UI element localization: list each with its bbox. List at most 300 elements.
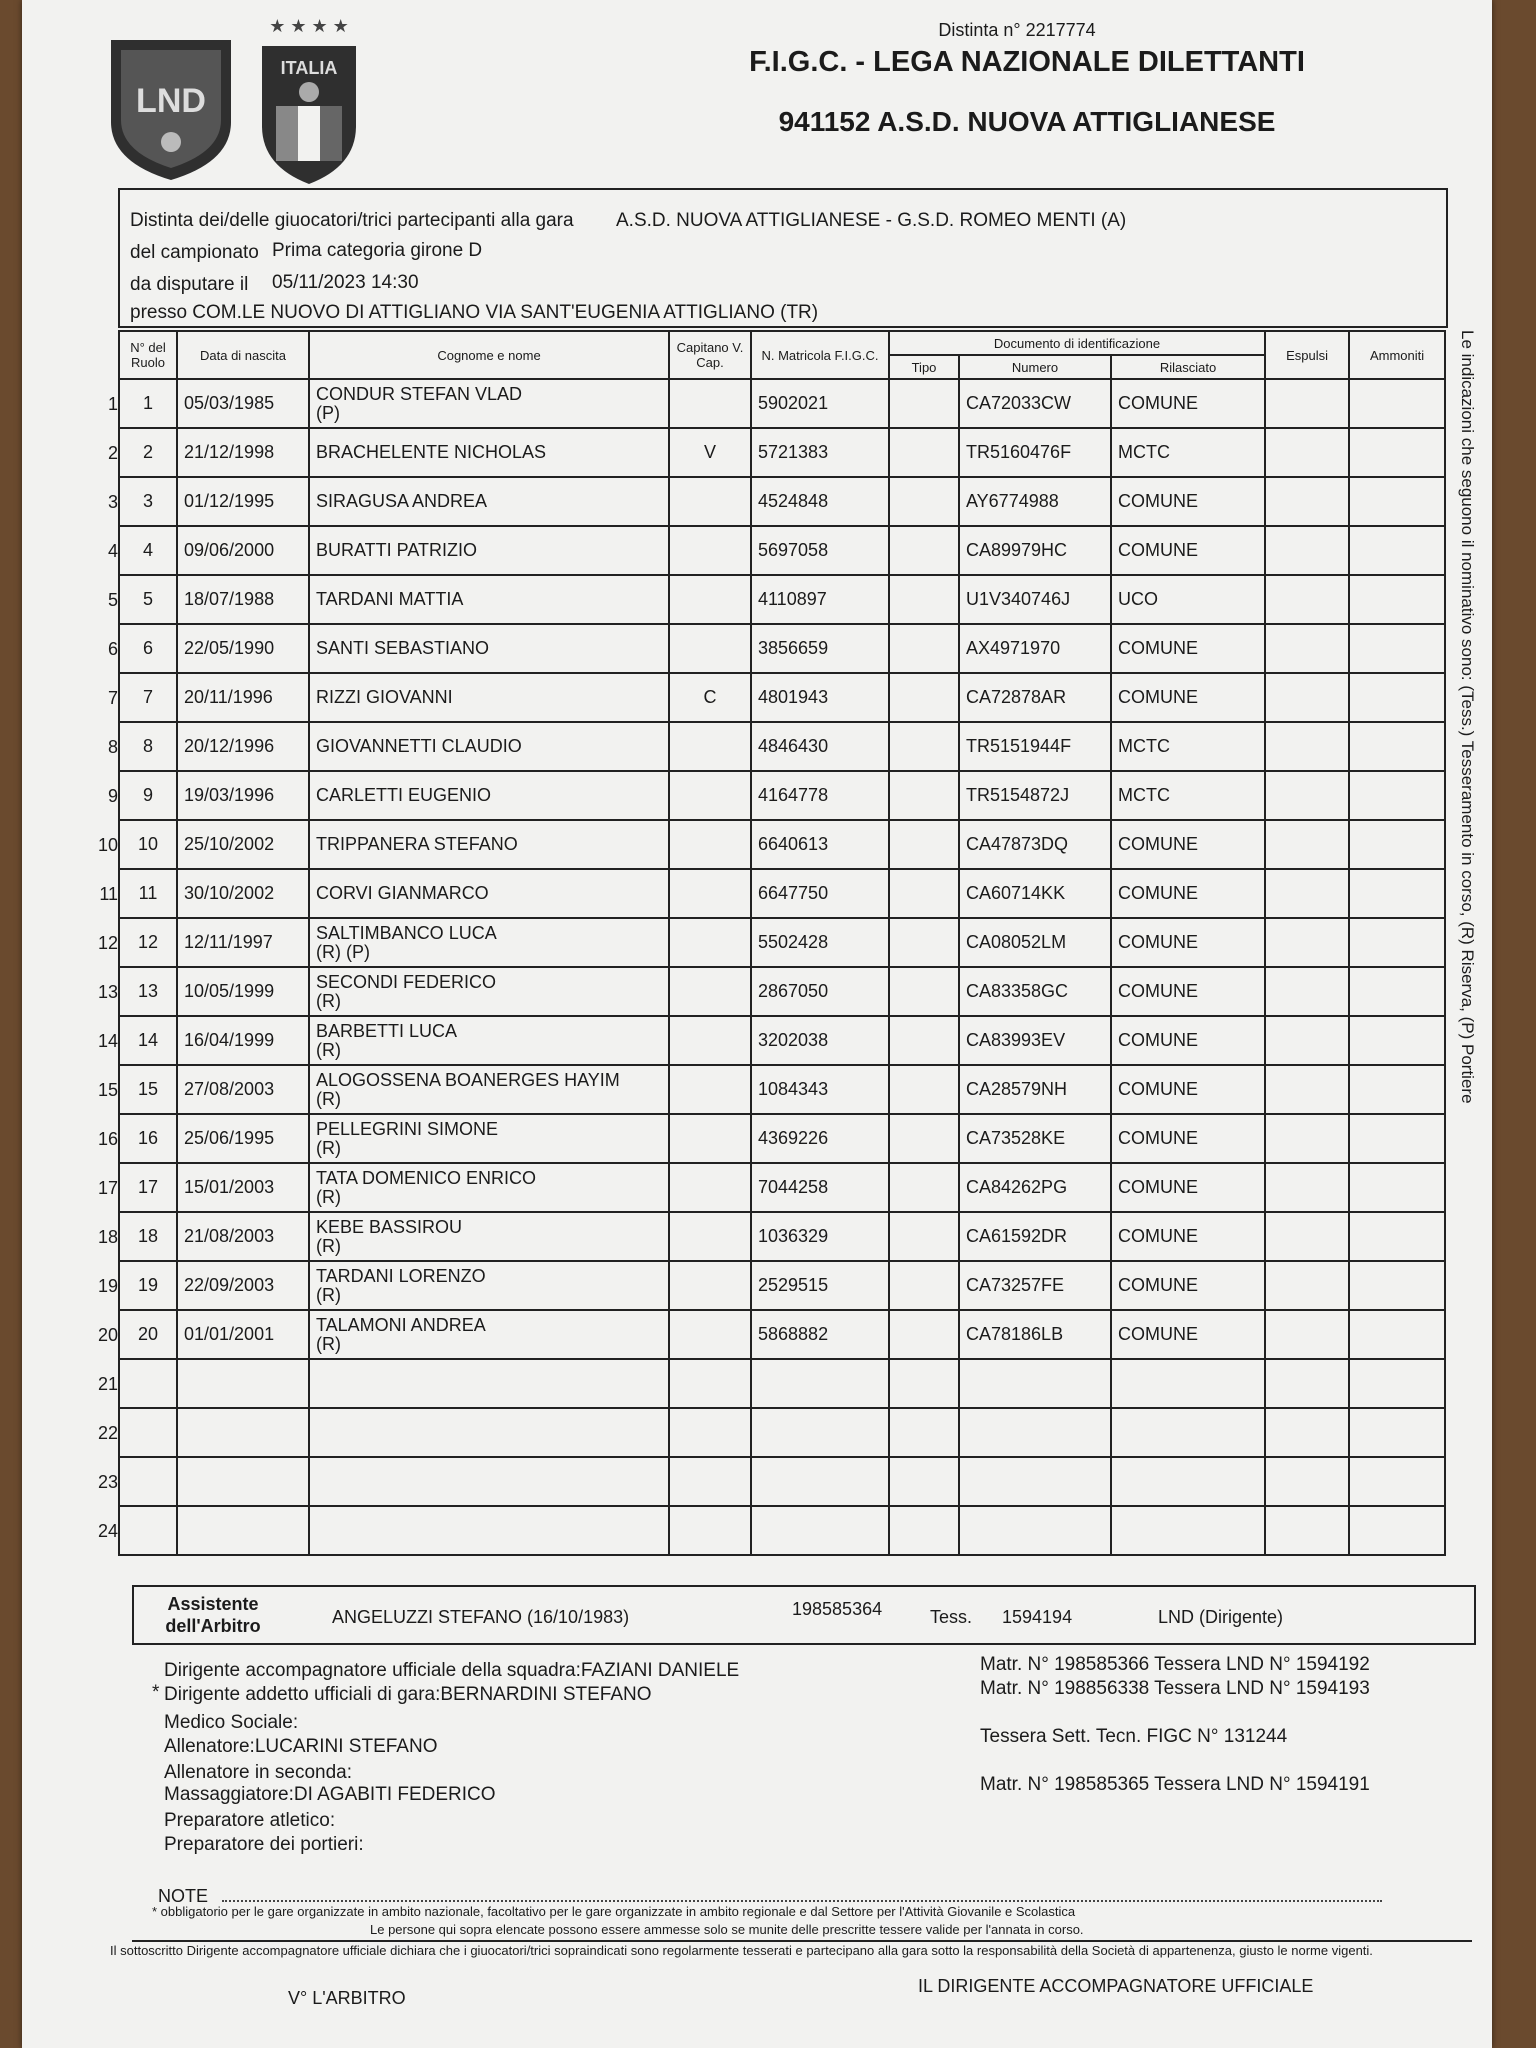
italia-logo bbox=[254, 16, 364, 186]
captain-cell bbox=[669, 869, 751, 918]
player-name: BRACHELENTE NICHOLAS bbox=[316, 442, 547, 462]
dob-cell: 25/06/1995 bbox=[177, 1114, 309, 1163]
doc-number-cell: TR5154872J bbox=[959, 771, 1111, 820]
table-row bbox=[119, 477, 1445, 526]
name-cell bbox=[309, 820, 669, 869]
captain-cell bbox=[669, 771, 751, 820]
footer-asterisk: * obbligatorio per le gare organizzate in ambito nazionale, facoltativo per le gare organizzate in ambito regionale e dal Settore per l'Attività Giovanile e Scolastica bbox=[152, 1904, 1076, 1919]
matricola-cell: 3202038 bbox=[751, 1016, 889, 1065]
name-cell bbox=[309, 1506, 669, 1555]
captain-cell bbox=[669, 1261, 751, 1310]
table-row bbox=[119, 1408, 1445, 1457]
footer-persons: Le persone qui sopra elencate possono essere ammesse solo se munite delle prescritte tessere valide per l'annata in corso. bbox=[370, 1922, 1084, 1937]
dob-cell: 22/05/1990 bbox=[177, 624, 309, 673]
row-number: 22 bbox=[97, 1422, 118, 1443]
assistant-tess: 1594194 bbox=[1002, 1607, 1073, 1627]
table-row bbox=[119, 1016, 1445, 1065]
ammoniti-cell bbox=[1349, 1261, 1445, 1310]
doc-number-cell: CA83358GC bbox=[959, 967, 1111, 1016]
col-numero: Numero bbox=[959, 355, 1111, 379]
doc-type-cell bbox=[889, 379, 959, 428]
ammoniti-cell bbox=[1349, 379, 1445, 428]
player-tag: (R) (P) bbox=[316, 941, 370, 962]
table-row bbox=[119, 918, 1445, 967]
name-cell bbox=[309, 477, 669, 526]
captain-cell bbox=[669, 1163, 751, 1212]
row-number: 7 bbox=[107, 687, 118, 708]
italia-logo-text: ITALIA bbox=[280, 58, 338, 78]
player-name: TARDANI MATTIA bbox=[316, 589, 464, 609]
col-ruolo: N° del Ruolo bbox=[119, 331, 177, 379]
player-name: CARLETTI EUGENIO bbox=[316, 785, 492, 805]
doc-type-cell bbox=[889, 673, 959, 722]
ammoniti-cell bbox=[1349, 1359, 1445, 1408]
ruolo-cell: 17 bbox=[119, 1163, 177, 1212]
matricola-cell bbox=[751, 1359, 889, 1408]
match-info-box bbox=[118, 188, 1448, 328]
espulsi-cell bbox=[1265, 918, 1349, 967]
dob-cell: 05/03/1985 bbox=[177, 379, 309, 428]
ruolo-cell: 6 bbox=[119, 624, 177, 673]
ruolo-cell: 15 bbox=[119, 1065, 177, 1114]
doc-issuer-cell: COMUNE bbox=[1111, 869, 1265, 918]
espulsi-cell bbox=[1265, 1114, 1349, 1163]
doc-type-cell bbox=[889, 967, 959, 1016]
info-line2-value: Prima categoria girone D bbox=[272, 240, 483, 261]
captain-cell bbox=[669, 1359, 751, 1408]
doc-type-cell bbox=[889, 1506, 959, 1555]
table-row bbox=[119, 1506, 1445, 1555]
ruolo-cell: 1 bbox=[119, 379, 177, 428]
table-row bbox=[119, 967, 1445, 1016]
doc-type-cell bbox=[889, 869, 959, 918]
players-table bbox=[118, 330, 1446, 1556]
note-line bbox=[222, 1900, 1382, 1902]
player-name: TATA DOMENICO ENRICO bbox=[316, 1167, 537, 1188]
dob-cell: 30/10/2002 bbox=[177, 869, 309, 918]
row-number: 19 bbox=[97, 1275, 118, 1296]
lnd-logo-text: LND bbox=[136, 82, 206, 120]
staff-right4: Matr. N° 198585365 Tessera LND N° 1594191 bbox=[980, 1774, 1370, 1795]
ruolo-cell: 11 bbox=[119, 869, 177, 918]
dob-cell: 25/10/2002 bbox=[177, 820, 309, 869]
player-name: SIRAGUSA ANDREA bbox=[316, 491, 488, 511]
dob-cell bbox=[177, 1408, 309, 1457]
espulsi-cell bbox=[1265, 1212, 1349, 1261]
dob-cell: 27/08/2003 bbox=[177, 1065, 309, 1114]
side-note bbox=[1447, 330, 1487, 1260]
matricola-cell: 5721383 bbox=[751, 428, 889, 477]
doc-issuer-cell bbox=[1111, 1408, 1265, 1457]
espulsi-cell bbox=[1265, 820, 1349, 869]
club-title: 941152 A.S.D. NUOVA ATTIGLIANESE bbox=[778, 106, 1276, 137]
matricola-cell: 6647750 bbox=[751, 869, 889, 918]
ruolo-cell: 2 bbox=[119, 428, 177, 477]
espulsi-cell bbox=[1265, 428, 1349, 477]
name-cell bbox=[309, 1016, 669, 1065]
staff-right1: Matr. N° 198585366 Tessera LND N° 1594192 bbox=[980, 1654, 1370, 1675]
player-name: SANTI SEBASTIANO bbox=[316, 638, 490, 658]
captain-cell bbox=[669, 1016, 751, 1065]
ruolo-cell: 5 bbox=[119, 575, 177, 624]
doc-issuer-cell: COMUNE bbox=[1111, 1163, 1265, 1212]
matricola-cell: 3856659 bbox=[751, 624, 889, 673]
doc-number-cell bbox=[959, 1457, 1111, 1506]
matricola-cell: 1084343 bbox=[751, 1065, 889, 1114]
captain-cell bbox=[669, 1065, 751, 1114]
dob-cell: 20/11/1996 bbox=[177, 673, 309, 722]
matricola-cell: 1036329 bbox=[751, 1212, 889, 1261]
name-cell bbox=[309, 771, 669, 820]
ammoniti-cell bbox=[1349, 820, 1445, 869]
name-cell bbox=[309, 1457, 669, 1506]
name-cell bbox=[309, 1114, 669, 1163]
staff-dirigente-accomp: Dirigente accompagnatore ufficiale della squadra:FAZIANI DANIELE bbox=[164, 1660, 740, 1681]
doc-issuer-cell bbox=[1111, 1457, 1265, 1506]
doc-issuer-cell: MCTC bbox=[1111, 428, 1265, 477]
doc-type-cell bbox=[889, 1114, 959, 1163]
info-line1-value: A.S.D. NUOVA ATTIGLIANESE - G.S.D. ROMEO MENTI (A) bbox=[616, 210, 1127, 231]
ruolo-cell: 14 bbox=[119, 1016, 177, 1065]
espulsi-cell bbox=[1265, 624, 1349, 673]
dob-cell: 21/12/1998 bbox=[177, 428, 309, 477]
col-capitano: Capitano V. Cap. bbox=[669, 331, 751, 379]
doc-number-cell: AX4971970 bbox=[959, 624, 1111, 673]
captain-cell bbox=[669, 575, 751, 624]
captain-cell: C bbox=[669, 673, 751, 722]
dob-cell bbox=[177, 1457, 309, 1506]
captain-cell bbox=[669, 918, 751, 967]
captain-cell bbox=[669, 624, 751, 673]
info-line2-label: del campionato bbox=[130, 242, 259, 263]
ammoniti-cell bbox=[1349, 1212, 1445, 1261]
ammoniti-cell bbox=[1349, 722, 1445, 771]
row-number: 20 bbox=[97, 1324, 118, 1345]
player-name: GIOVANNETTI CLAUDIO bbox=[316, 736, 522, 756]
matricola-cell: 4369226 bbox=[751, 1114, 889, 1163]
doc-issuer-cell: COMUNE bbox=[1111, 1310, 1265, 1359]
name-cell bbox=[309, 967, 669, 1016]
ammoniti-cell bbox=[1349, 1065, 1445, 1114]
espulsi-cell bbox=[1265, 722, 1349, 771]
name-cell bbox=[309, 1065, 669, 1114]
espulsi-cell bbox=[1265, 526, 1349, 575]
doc-issuer-cell: COMUNE bbox=[1111, 526, 1265, 575]
ruolo-cell: 4 bbox=[119, 526, 177, 575]
signature-dirigente: IL DIRIGENTE ACCOMPAGNATORE UFFICIALE bbox=[918, 1976, 1314, 1996]
ruolo-cell: 20 bbox=[119, 1310, 177, 1359]
dob-cell: 10/05/1999 bbox=[177, 967, 309, 1016]
col-documento: Documento di identificazione bbox=[889, 331, 1265, 355]
player-name: RIZZI GIOVANNI bbox=[316, 687, 453, 707]
dob-cell: 01/12/1995 bbox=[177, 477, 309, 526]
staff-medico: Medico Sociale: bbox=[164, 1712, 299, 1733]
dob-cell: 09/06/2000 bbox=[177, 526, 309, 575]
player-name: SALTIMBANCO LUCA bbox=[316, 922, 497, 943]
matricola-cell: 6640613 bbox=[751, 820, 889, 869]
doc-number-cell: CA72878AR bbox=[959, 673, 1111, 722]
doc-issuer-cell: COMUNE bbox=[1111, 624, 1265, 673]
ammoniti-cell bbox=[1349, 1310, 1445, 1359]
player-name: KEBE BASSIROU bbox=[316, 1216, 463, 1237]
doc-number-cell: CA73528KE bbox=[959, 1114, 1111, 1163]
svg-text:★ ★ ★ ★: ★ ★ ★ ★ bbox=[269, 16, 349, 36]
table-row bbox=[119, 624, 1445, 673]
player-tag: (P) bbox=[316, 402, 340, 423]
doc-type-cell bbox=[889, 771, 959, 820]
doc-type-cell bbox=[889, 575, 959, 624]
assistant-tess-label: Tess. bbox=[930, 1607, 973, 1627]
name-cell bbox=[309, 1261, 669, 1310]
row-number: 9 bbox=[107, 785, 118, 806]
espulsi-cell bbox=[1265, 1163, 1349, 1212]
doc-issuer-cell: COMUNE bbox=[1111, 477, 1265, 526]
matricola-cell: 4846430 bbox=[751, 722, 889, 771]
doc-number-cell bbox=[959, 1359, 1111, 1408]
dob-cell: 22/09/2003 bbox=[177, 1261, 309, 1310]
player-tag: (R) bbox=[316, 1088, 341, 1109]
staff-allenatore: Allenatore:LUCARINI STEFANO bbox=[164, 1736, 438, 1757]
doc-number-cell: CA61592DR bbox=[959, 1212, 1111, 1261]
doc-issuer-cell: MCTC bbox=[1111, 771, 1265, 820]
row-number: 14 bbox=[97, 1030, 118, 1051]
ammoniti-cell bbox=[1349, 526, 1445, 575]
doc-number-cell bbox=[959, 1408, 1111, 1457]
ruolo-cell: 9 bbox=[119, 771, 177, 820]
ruolo-cell bbox=[119, 1408, 177, 1457]
ammoniti-cell bbox=[1349, 477, 1445, 526]
doc-issuer-cell: COMUNE bbox=[1111, 1065, 1265, 1114]
ammoniti-cell bbox=[1349, 575, 1445, 624]
table-row bbox=[119, 771, 1445, 820]
name-cell bbox=[309, 673, 669, 722]
ammoniti-cell bbox=[1349, 1016, 1445, 1065]
doc-issuer-cell: COMUNE bbox=[1111, 918, 1265, 967]
row-number: 15 bbox=[97, 1079, 118, 1100]
row-number: 3 bbox=[107, 491, 118, 512]
player-name: TALAMONI ANDREA bbox=[316, 1314, 486, 1335]
matricola-cell: 5868882 bbox=[751, 1310, 889, 1359]
espulsi-cell bbox=[1265, 1408, 1349, 1457]
federation-title: F.I.G.C. - LEGA NAZIONALE DILETTANTI bbox=[749, 46, 1305, 78]
matricola-cell bbox=[751, 1457, 889, 1506]
matricola-cell: 7044258 bbox=[751, 1163, 889, 1212]
doc-number-cell: CA60714KK bbox=[959, 869, 1111, 918]
matricola-cell: 4164778 bbox=[751, 771, 889, 820]
doc-type-cell bbox=[889, 918, 959, 967]
info-line3-value: 05/11/2023 14:30 bbox=[272, 272, 419, 293]
doc-number-cell: TR5151944F bbox=[959, 722, 1111, 771]
espulsi-cell bbox=[1265, 869, 1349, 918]
player-name: CONDUR STEFAN VLAD bbox=[316, 383, 523, 404]
doc-number-cell: CA73257FE bbox=[959, 1261, 1111, 1310]
dob-cell: 19/03/1996 bbox=[177, 771, 309, 820]
captain-cell: V bbox=[669, 428, 751, 477]
dob-cell: 16/04/1999 bbox=[177, 1016, 309, 1065]
doc-type-cell bbox=[889, 1359, 959, 1408]
espulsi-cell bbox=[1265, 1261, 1349, 1310]
table-row bbox=[119, 1261, 1445, 1310]
doc-type-cell bbox=[889, 1457, 959, 1506]
ammoniti-cell bbox=[1349, 1408, 1445, 1457]
espulsi-cell bbox=[1265, 1065, 1349, 1114]
name-cell bbox=[309, 1408, 669, 1457]
ammoniti-cell bbox=[1349, 869, 1445, 918]
captain-cell bbox=[669, 526, 751, 575]
doc-type-cell bbox=[889, 1065, 959, 1114]
player-tag: (R) bbox=[316, 1284, 341, 1305]
matricola-cell bbox=[751, 1506, 889, 1555]
row-number: 2 bbox=[107, 442, 118, 463]
captain-cell bbox=[669, 379, 751, 428]
name-cell bbox=[309, 428, 669, 477]
table-row bbox=[119, 1212, 1445, 1261]
footer-declaration: Il sottoscritto Dirigente accompagnatore ufficiale dichiara che i giuocatori/trici sopraindicati sono regolarmente tesserati e partecipano alla gara sotto la responsabilità della Società di appartenenza, giusto le norme vigenti. bbox=[110, 1943, 1373, 1958]
doc-number-cell: CA72033CW bbox=[959, 379, 1111, 428]
col-matricola: N. Matricola F.I.G.C. bbox=[751, 331, 889, 379]
row-number: 6 bbox=[107, 638, 118, 659]
player-tag: (R) bbox=[316, 1039, 341, 1060]
table-row bbox=[119, 1065, 1445, 1114]
name-cell bbox=[309, 722, 669, 771]
doc-number-cell: CA47873DQ bbox=[959, 820, 1111, 869]
col-rilasciato: Rilasciato bbox=[1111, 355, 1265, 379]
player-name: BARBETTI LUCA bbox=[316, 1020, 458, 1041]
signature-arbitro: V° L'ARBITRO bbox=[288, 1988, 406, 2008]
espulsi-cell bbox=[1265, 575, 1349, 624]
captain-cell bbox=[669, 1114, 751, 1163]
doc-issuer-cell: UCO bbox=[1111, 575, 1265, 624]
dob-cell bbox=[177, 1359, 309, 1408]
dob-cell: 12/11/1997 bbox=[177, 918, 309, 967]
player-name: BURATTI PATRIZIO bbox=[316, 540, 477, 560]
matricola-cell: 5502428 bbox=[751, 918, 889, 967]
ruolo-cell: 12 bbox=[119, 918, 177, 967]
ruolo-cell: 19 bbox=[119, 1261, 177, 1310]
player-tag: (R) bbox=[316, 1137, 341, 1158]
dob-cell: 15/01/2003 bbox=[177, 1163, 309, 1212]
matricola-cell: 4524848 bbox=[751, 477, 889, 526]
staff-preparatore: Preparatore atletico: bbox=[164, 1810, 336, 1831]
ruolo-cell: 7 bbox=[119, 673, 177, 722]
row-number: 24 bbox=[97, 1520, 118, 1541]
ammoniti-cell bbox=[1349, 1114, 1445, 1163]
ammoniti-cell bbox=[1349, 428, 1445, 477]
doc-type-cell bbox=[889, 1261, 959, 1310]
assistant-org: LND (Dirigente) bbox=[1158, 1607, 1284, 1627]
doc-number-cell: CA28579NH bbox=[959, 1065, 1111, 1114]
ruolo-cell: 10 bbox=[119, 820, 177, 869]
matricola-cell: 2529515 bbox=[751, 1261, 889, 1310]
doc-type-cell bbox=[889, 624, 959, 673]
ammoniti-cell bbox=[1349, 1163, 1445, 1212]
espulsi-cell bbox=[1265, 1457, 1349, 1506]
ruolo-cell: 3 bbox=[119, 477, 177, 526]
staff-allenatore-seconda: Allenatore in seconda: bbox=[164, 1762, 353, 1783]
doc-type-cell bbox=[889, 526, 959, 575]
doc-issuer-cell: COMUNE bbox=[1111, 1114, 1265, 1163]
name-cell bbox=[309, 526, 669, 575]
doc-issuer-cell: COMUNE bbox=[1111, 673, 1265, 722]
name-cell bbox=[309, 1163, 669, 1212]
name-cell bbox=[309, 575, 669, 624]
ruolo-cell: 18 bbox=[119, 1212, 177, 1261]
assistant-matricola: 198585364 bbox=[792, 1599, 883, 1619]
staff-right2: Matr. N° 198856338 Tessera LND N° 1594193 bbox=[980, 1678, 1370, 1699]
matricola-cell bbox=[751, 1408, 889, 1457]
ruolo-cell: 16 bbox=[119, 1114, 177, 1163]
row-number: 10 bbox=[97, 834, 118, 855]
captain-cell bbox=[669, 1408, 751, 1457]
assistant-label: Assistente dell'Arbitro bbox=[165, 1594, 261, 1636]
espulsi-cell bbox=[1265, 673, 1349, 722]
player-name: PELLEGRINI SIMONE bbox=[316, 1118, 499, 1139]
table-row bbox=[119, 673, 1445, 722]
ammoniti-cell bbox=[1349, 1506, 1445, 1555]
doc-number-cell bbox=[959, 1506, 1111, 1555]
dob-cell: 21/08/2003 bbox=[177, 1212, 309, 1261]
doc-type-cell bbox=[889, 722, 959, 771]
doc-issuer-cell: COMUNE bbox=[1111, 1261, 1265, 1310]
table-row bbox=[119, 1310, 1445, 1359]
player-name: ALOGOSSENA BOANERGES HAYIM bbox=[316, 1069, 620, 1090]
row-number: 11 bbox=[99, 883, 118, 904]
staff-dirigente-addetto-star: * bbox=[152, 1682, 160, 1703]
espulsi-cell bbox=[1265, 1310, 1349, 1359]
doc-number-cell: CA83993EV bbox=[959, 1016, 1111, 1065]
doc-issuer-cell: COMUNE bbox=[1111, 967, 1265, 1016]
assistant-name: ANGELUZZI STEFANO (16/10/1983) bbox=[332, 1607, 630, 1627]
info-line1-label: Distinta dei/delle giuocatori/trici partecipanti alla gara bbox=[130, 210, 574, 231]
col-nome: Cognome e nome bbox=[309, 331, 669, 379]
ammoniti-cell bbox=[1349, 918, 1445, 967]
table-row bbox=[119, 820, 1445, 869]
row-number: 21 bbox=[97, 1373, 118, 1394]
note-label: NOTE bbox=[158, 1886, 209, 1906]
doc-issuer-cell: MCTC bbox=[1111, 722, 1265, 771]
col-tipo: Tipo bbox=[889, 355, 959, 379]
matricola-cell: 4801943 bbox=[751, 673, 889, 722]
espulsi-cell bbox=[1265, 1506, 1349, 1555]
name-cell bbox=[309, 624, 669, 673]
matricola-cell: 5902021 bbox=[751, 379, 889, 428]
row-number: 17 bbox=[97, 1177, 118, 1198]
matricola-cell: 5697058 bbox=[751, 526, 889, 575]
captain-cell bbox=[669, 967, 751, 1016]
table-row bbox=[119, 1359, 1445, 1408]
table-row bbox=[119, 869, 1445, 918]
player-tag: (R) bbox=[316, 1235, 341, 1256]
espulsi-cell bbox=[1265, 771, 1349, 820]
ruolo-cell: 8 bbox=[119, 722, 177, 771]
row-number: 12 bbox=[97, 932, 118, 953]
espulsi-cell bbox=[1265, 967, 1349, 1016]
assistant-row bbox=[132, 1585, 1476, 1645]
captain-cell bbox=[669, 1506, 751, 1555]
player-tag: (R) bbox=[316, 1186, 341, 1207]
table-row bbox=[119, 1114, 1445, 1163]
distinta-number: Distinta n° 2217774 bbox=[938, 20, 1096, 40]
info-line4: presso COM.LE NUOVO DI ATTIGLIANO VIA SANT'EUGENIA ATTIGLIANO (TR) bbox=[130, 302, 819, 323]
player-name: CORVI GIANMARCO bbox=[316, 883, 489, 903]
dob-cell: 18/07/1988 bbox=[177, 575, 309, 624]
row-number: 1 bbox=[107, 393, 118, 414]
espulsi-cell bbox=[1265, 1359, 1349, 1408]
name-cell bbox=[309, 1212, 669, 1261]
col-espulsi: Espulsi bbox=[1265, 331, 1349, 379]
table-row bbox=[119, 526, 1445, 575]
row-number: 16 bbox=[97, 1128, 118, 1149]
